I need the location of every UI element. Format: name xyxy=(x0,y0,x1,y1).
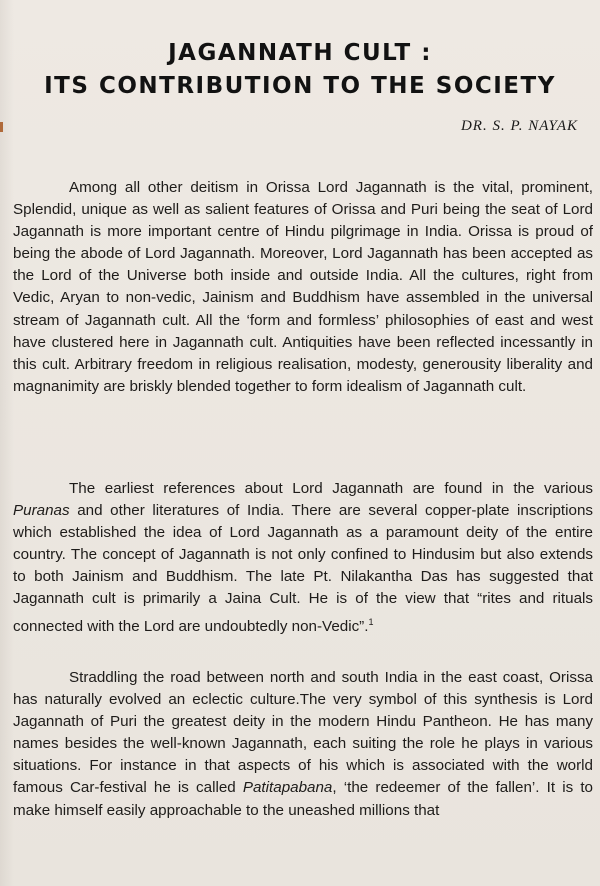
paragraph-1 xyxy=(13,177,593,398)
article-title-line-2: ITS CONTRIBUTION TO THE SOCIETY xyxy=(44,73,556,99)
paragraph-2-text-after: and other literatures of India. There are several copper-plate inscriptions which established the idea of Lord Jagannath as a paramount deity of the entire country. The concept of Jagannath is not only confined to Hindusim but also extends to both Jainism and Buddhism. The late Pt. Nilakantha Das has suggested that Jagannath cult is primarily a Jaina Cult. He is of the view that “rites and rituals connected with the Lord are undoubtedly non-Vedic”. xyxy=(13,502,593,635)
paragraph-2 xyxy=(13,478,593,638)
paragraph-1-text: Among all other deitism in Orissa Lord Jagannath is the vital, prominent, Splendid, unique as well as salient features of Orissa and Puri being the seat of Lord Jagannath is more important centre of Hindu pilgrimage in India. Orissa is proud of being the abode of Lord Jagannath. Moreover, Lord Jagannath has been accepted as the Lord of the Universe both inside and outside India. All the cultures, right from Vedic, Aryan to non-vedic, Jainism and Buddhism have assembled in the universal stream of Jagannath cult. All the ‘form and formless’ philosophies of east and west have clustered here in Jagannath cult. Antiquities have been reflected incessantly in this cult. Arbitrary freedom in religious realisation, modesty, generousity liberality and magnanimity are briskly blended together to form idealism of Jagannath cult. xyxy=(13,179,593,395)
paragraph-3-italic-term: Patitapabana xyxy=(242,779,333,797)
footnote-marker: 1 xyxy=(368,616,374,627)
paragraph-3-text-after: , ‘the redeemer of the fallen’. It is to make himself easily approachable to the uneashed millions that xyxy=(13,779,593,819)
paragraph-3 xyxy=(13,667,593,822)
paragraph-2-italic-term: Puranas xyxy=(13,502,70,520)
page-edge-mark xyxy=(0,122,3,132)
paragraph-2-text-before: The earliest references about Lord Jagannath are found in the various xyxy=(69,480,593,497)
author-byline: DR. S. P. NAYAK xyxy=(460,118,578,134)
paragraph-3-text-before: Straddling the road between north and south India in the east coast, Orissa has naturally evolved an eclectic culture.The very symbol of this synthesis is Lord Jagannath of Puri the greatest deity in the modern Hindu Pantheon. He has many names besides the well-known Jagannath, each suiting the role he plays in various situations. For instance in that aspects of his which is associated with the world famous Car-festival he is called xyxy=(13,669,593,797)
article-title-line-1: JAGANNATH CULT : xyxy=(168,40,432,66)
